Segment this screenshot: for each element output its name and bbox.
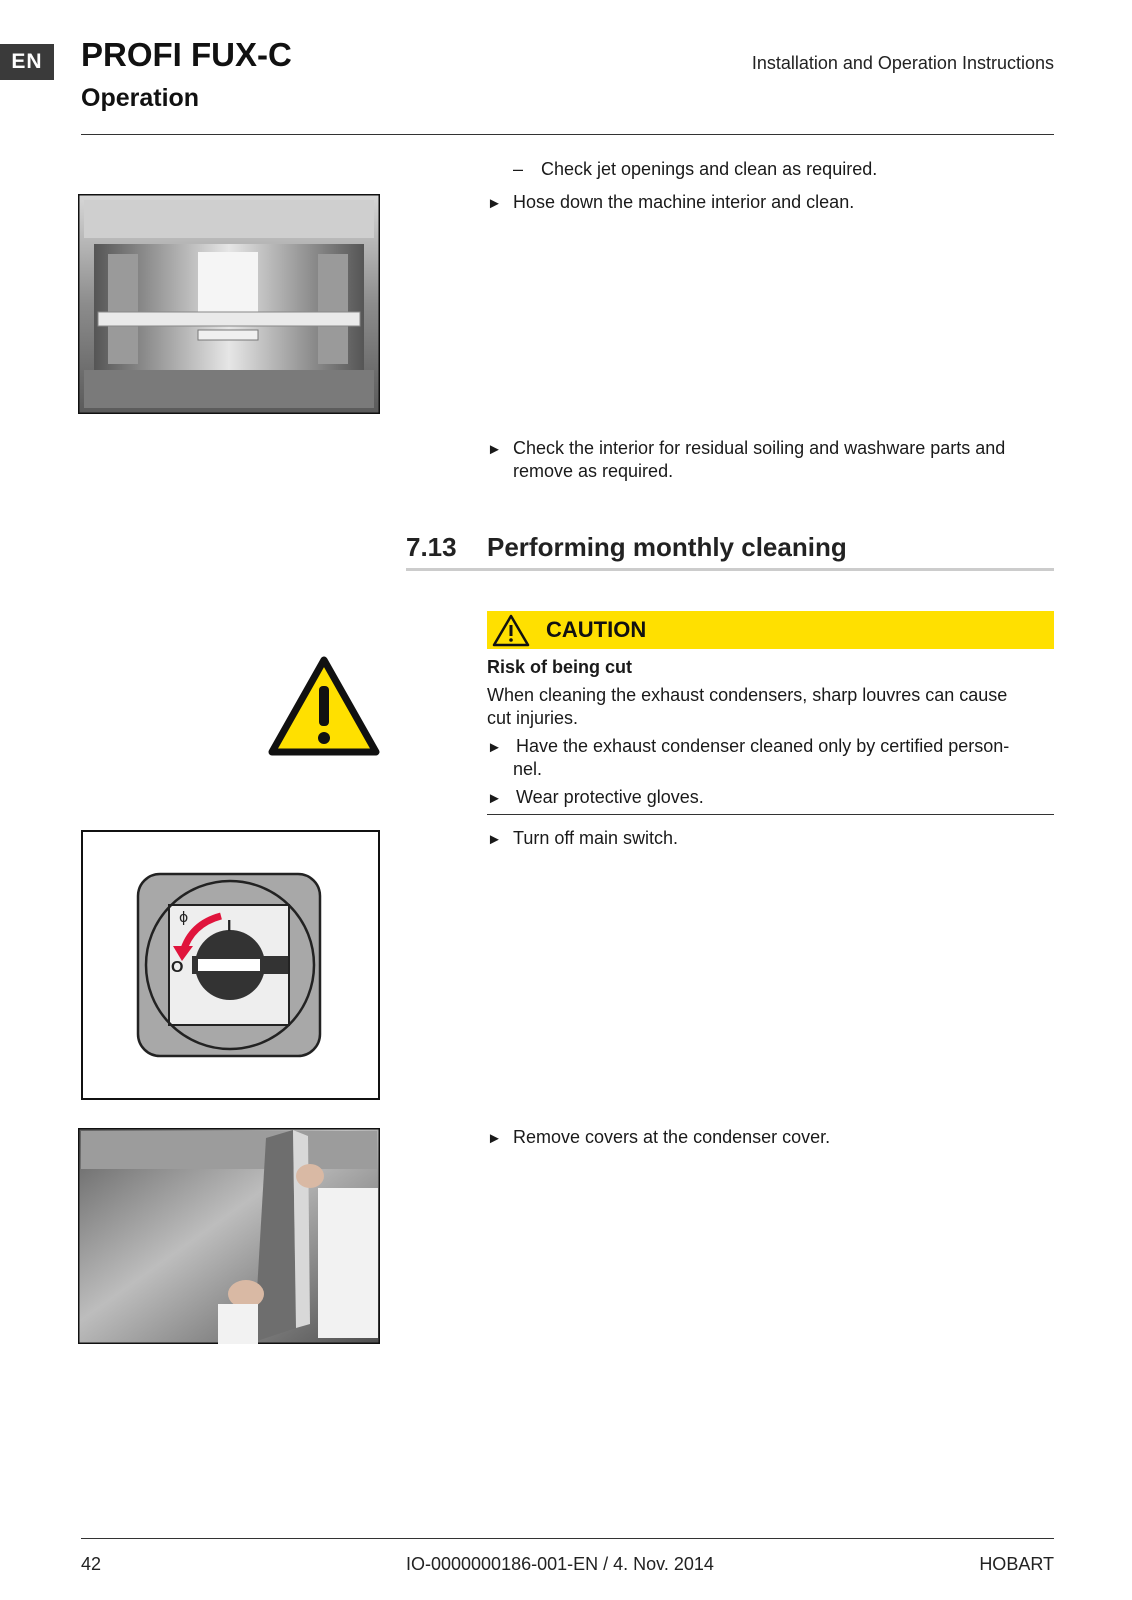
page-number: 42 bbox=[81, 1554, 102, 1574]
risk-description: When cleaning the exhaust condensers, sharp louvres can cause bbox=[487, 685, 1008, 705]
risk-description-cont: cut injuries. bbox=[487, 708, 579, 728]
step-check-interior-cont: remove as required. bbox=[513, 461, 674, 481]
section-title: Performing monthly cleaning bbox=[487, 532, 847, 562]
product-title: PROFI FUX-C bbox=[81, 36, 292, 73]
caution-end-divider bbox=[487, 814, 1054, 815]
caution-item-gloves: ► Wear protective gloves. bbox=[487, 787, 704, 807]
step-check-interior: ► Check the interior for residual soiling and washware parts and bbox=[487, 438, 1006, 458]
sub-step-check-jets: – Check jet openings and clean as required. bbox=[513, 159, 878, 179]
language-badge: EN bbox=[0, 44, 54, 80]
footer-divider bbox=[81, 1538, 1054, 1539]
caution-item-certified: ► Have the exhaust condenser cleaned only by certified person- bbox=[487, 736, 1010, 756]
switch-phase-symbol: ϕ bbox=[179, 910, 189, 926]
caution-item-certified-cont: nel. bbox=[513, 759, 543, 779]
main-switch-figure bbox=[81, 830, 380, 1100]
document-type: Installation and Operation Instructions bbox=[751, 53, 1054, 73]
section-number: 7.13 bbox=[406, 532, 457, 562]
warning-triangle-icon bbox=[268, 656, 380, 756]
document-id: IO-0000000186-001-EN / 4. Nov. 2014 bbox=[406, 1554, 714, 1574]
switch-position-on: I bbox=[227, 918, 232, 935]
caution-label: CAUTION bbox=[546, 617, 647, 642]
switch-position-off: O bbox=[171, 959, 184, 976]
risk-title: Risk of being cut bbox=[487, 657, 633, 677]
caution-icon bbox=[492, 613, 530, 647]
step-hose-down: ► Hose down the machine interior and clean. bbox=[487, 192, 855, 212]
header-divider bbox=[81, 134, 1054, 135]
step-turn-off-switch: ► Turn off main switch. bbox=[487, 828, 679, 848]
chapter-title: Operation bbox=[81, 84, 200, 112]
step-remove-covers: ► Remove covers at the condenser cover. bbox=[487, 1127, 831, 1147]
section-divider bbox=[406, 568, 1054, 571]
brand-name: HOBART bbox=[979, 1554, 1054, 1574]
condenser-cover-photo bbox=[78, 1128, 380, 1344]
machine-interior-photo bbox=[78, 194, 380, 414]
